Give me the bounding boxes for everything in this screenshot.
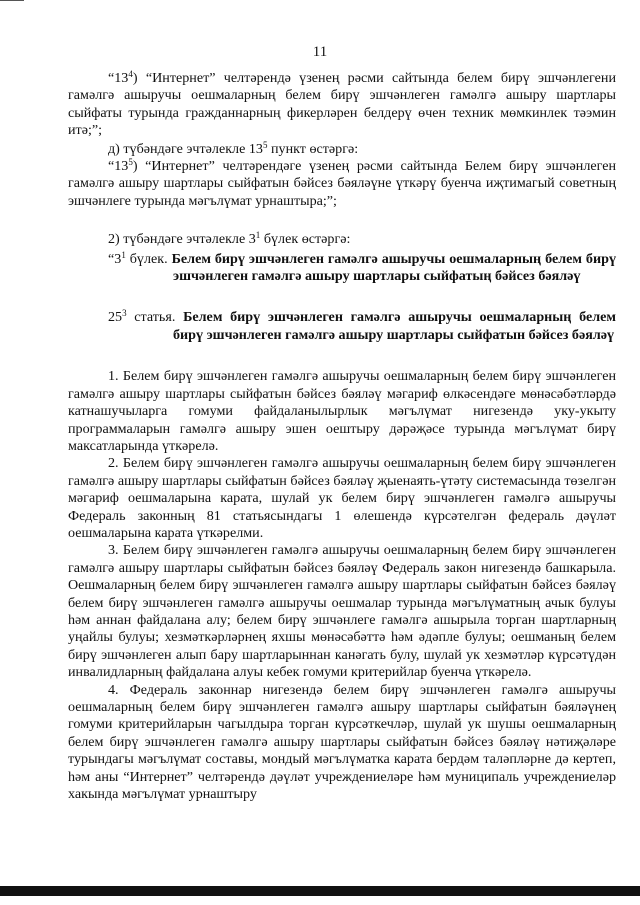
article-lead-text: статья.	[126, 309, 184, 326]
superscript: 4	[128, 69, 133, 79]
document-body	[68, 70, 616, 803]
point-3: 3. Белем бирү эшчәнлеген гамәлгә ашыручы оешмаларның белем бирү эшчәнлеген гамәлгә ашыру шартлары сыйфатын бәйсез бәяләү Федераль закон нигезендә башкарыла. Оешмаларның белем бирү эшчәнлеген гамәлгә ашыру шартлары сыйфатын бәйсез бәяләү белем бирү эшчәнлеген гамәлгә ашыручы оешмалар турында мәгълүматның ачык булуы һәм аннан файдалана алу; белем бирү эшчәнлеге гамәлгә ашырыла торган шартларның уңайлы булуы; хезмәткәрләрнең яхшы мөнәсәбәттә һәм әдәпле булуы; оешманың белем бирү эшчәнлеген алып бару шартларыннан канәгать булу, шулай ук хезмәтләр күрсәтүдән инвалидларның файдалана алуы кебек гомуми критерийлар буенча үткәрелә.	[68, 542, 616, 681]
chapter-heading	[68, 251, 616, 286]
superscript: 1	[255, 230, 261, 241]
paragraph-13-4	[68, 70, 616, 140]
paragraph-text: ) “Интернет” челтәрендә үзенең рәсми сайтында белем бирү эшчәнлегени гамәлгә ашыручы оешмаларның белем бирү эшчәнлеген гамәлгә ашыру шартлары сыйфаты турында гражданнарның фикерләрен белдерү өчен техник мөмкинлек тәэмин итә;”;	[68, 70, 616, 139]
paragraph-13-5	[68, 158, 616, 210]
point-2: 2. Белем бирү эшчәнлеген гамәлгә ашыручы оешмаларның белем бирү эшчәнлеген гамәлгә ашыру шартлары сыйфатын бәйсез бәяләү җыенаять-үтәту системасында төзелгән мәгариф оешмаларына карата, шулай ук белем бирү эшчәнлеген гамәлгә ашыручы Федераль законның 81 статьясындагы 1 өлешендә күрсәтелгән федераль дәүләт оешмаларына карата үткәрелми.	[68, 455, 616, 541]
corner-mark	[0, 0, 24, 1]
paragraph-text: ) “Интернет” челтәрендәге үзенең рәсми сайтында Белем бирү эшчәнлеген гамәлгә ашыру шартлары сыйфатын бәйсез бәяләүне үткәрү буенча иҗтимагый советның эшчәнлеге турында мәгълүмат урнаштыра;”;	[68, 158, 616, 209]
article-title: Белем бирү эшчәнлеген гамәлгә ашыручы оешмаларның белем бирү эшчәнлеген гамәлгә ашыру шартлары сыйфатын бәйсез бәяләү	[173, 309, 616, 343]
item-text: пункт өстәргә:	[267, 140, 359, 157]
scan-bottom-bar	[0, 886, 640, 896]
superscript: 3	[122, 308, 127, 319]
article-lead	[108, 309, 183, 325]
article-heading	[68, 309, 616, 344]
item-text: 2) түбәндәге эчтәлекле 3	[108, 231, 256, 248]
paragraph-lead: “13	[108, 158, 129, 175]
item-2	[108, 231, 616, 248]
item-d	[68, 141, 616, 158]
paragraph-lead: “13	[108, 70, 129, 86]
superscript: 5	[128, 157, 133, 168]
chapter-lead-text: бүлек.	[125, 250, 172, 267]
chapter-lead	[108, 251, 172, 267]
item-text: бүлек өстәргә:	[260, 231, 351, 248]
page-number: 11	[312, 44, 328, 60]
point-1: 1. Белем бирү эшчәнлеген гамәлгә ашыручы оешмаларның белем бирү эшчәнлеген гамәлгә ашыру шартлары сыйфатын бәйсез бәяләү мәгариф өлкәсендәге мөнәсәбәтләрдә катнашучыларга гомуми файдаланылырлык мәгълүмат нигезендә уку-укыту программаларын гамәлгә ашыру эшен оештыру дәрәҗәсе турында мәгълүмат бирү максатларында үткәрелә.	[68, 368, 616, 454]
item-text: д) түбәндәге эчтәлекле 13	[108, 140, 263, 157]
article-lead-text: 25	[108, 309, 123, 326]
article-points	[68, 368, 616, 803]
superscript: 1	[121, 249, 126, 260]
point-4: 4. Федераль законнар нигезендә белем бирү эшчәнлеген гамәлгә ашыручы оешмаларның белем бирү эшчәнлеген гамәлгә ашыру шартлары сыйфатын бәяләүнең гомуми критерийларын чагылдыра торган күрсәткечләр, шулай ук шушы оешмаларның белем бирү эшчәнлеген гамәлгә ашыру шартлары сыйфатын бәйсез бәяләү нәтиҗәләре турындагы мәгълүмат составы, мондый мәгълүматка карата бердәм таләпләрне дә кертеп, һәм аны “Интернет” челтәрендә дәүләт учреждениеләре һәм муниципаль учреждениеләр хакында мәгълүмат урнаштыру	[68, 681, 616, 803]
superscript: 5	[262, 139, 268, 150]
chapter-lead-text: “3	[108, 250, 122, 267]
chapter-title: Белем бирү эшчәнлеген гамәлгә ашыручы оешмаларның белем бирү эшчәнлеген гамәлгә ашыру шартлары сыйфатың бәйсез бәяләү	[171, 250, 616, 285]
